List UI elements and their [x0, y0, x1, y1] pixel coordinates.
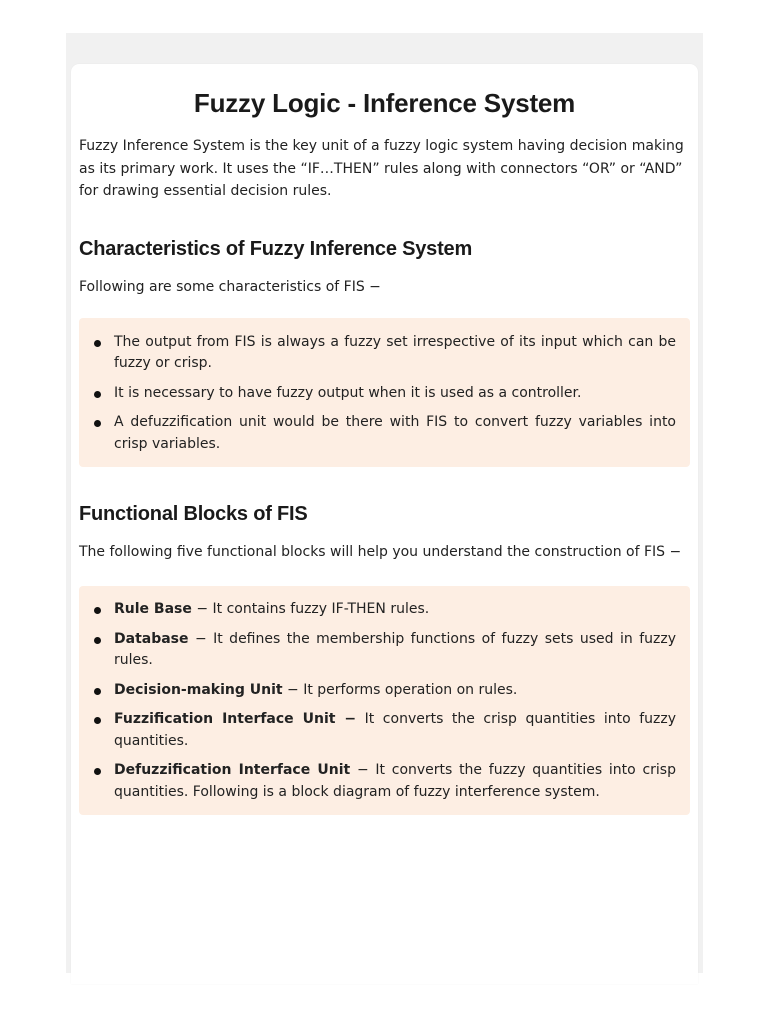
bullet-icon [94, 637, 101, 644]
bullet-icon [94, 768, 101, 775]
block-description: It converts the crisp quantities into fuzzy quantities. [114, 711, 676, 749]
list-item [93, 383, 676, 405]
bullet-icon [94, 340, 101, 347]
characteristics-heading: Characteristics of Fuzzy Inference System [79, 237, 473, 260]
bullet-icon [94, 607, 101, 614]
list-item [93, 599, 676, 621]
page-background [66, 33, 703, 973]
functional-blocks-list [93, 599, 676, 803]
block-description: − It performs operation on rules. [282, 681, 518, 698]
list-item [93, 629, 676, 672]
block-description: − It converts the fuzzy quantities into crisp quantities. Following is a block diagram of fuzzy interference system. [114, 762, 676, 800]
bullet-icon [94, 717, 101, 724]
list-item [93, 760, 676, 803]
block-description: − It contains fuzzy IF-THEN rules. [191, 601, 430, 617]
list-item-text: It is necessary to have fuzzy output when it is used as a controller. [114, 384, 582, 401]
characteristics-lead: Following are some characteristics of FIS − [79, 278, 381, 295]
bullet-icon [94, 688, 101, 695]
intro-paragraph: Fuzzy Inference System is the key unit of a fuzzy logic system having decision making as its primary work. It uses the “IF…THEN” rules along with connectors “OR” or “AND” for drawing essential decision rules. [79, 138, 684, 199]
list-item [93, 412, 676, 455]
functional-blocks-lead: The following five functional blocks will help you understand the construction of FIS − [79, 544, 682, 560]
block-term: Decision-making Unit [114, 681, 283, 698]
block-term: Defuzzification Interface Unit [114, 762, 351, 778]
characteristics-box [79, 318, 690, 468]
page-title: Fuzzy Logic - Inference System [193, 88, 576, 118]
functional-blocks-box [79, 586, 690, 815]
list-item [93, 709, 676, 752]
article-content [79, 64, 690, 815]
list-item-text: The output from FIS is always a fuzzy set irrespective of its input which can be fuzzy or crisp. [114, 333, 676, 371]
block-term: Fuzzification Interface Unit − [114, 711, 357, 727]
functional-blocks-heading: Functional Blocks of FIS [79, 503, 308, 525]
list-item [93, 332, 676, 375]
bullet-icon [94, 420, 101, 427]
block-term: Database [114, 630, 189, 647]
list-item-text: A defuzzification unit would be there with FIS to convert fuzzy variables into crisp variables. [114, 414, 676, 452]
article-card [71, 64, 698, 984]
list-item [93, 680, 676, 702]
block-description: − It defines the membership functions of fuzzy sets used in fuzzy rules. [114, 630, 676, 668]
bullet-icon [94, 391, 101, 398]
characteristics-list [93, 332, 676, 456]
block-term: Rule Base [114, 601, 192, 617]
